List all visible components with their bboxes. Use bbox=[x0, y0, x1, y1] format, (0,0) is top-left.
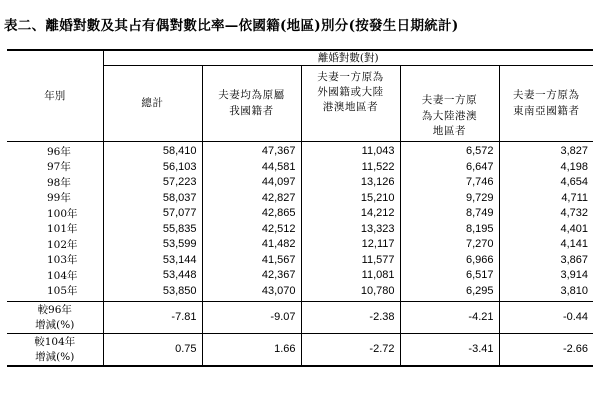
value-cell-southeast-asia-spouse: 3,810 bbox=[499, 284, 593, 302]
change-label-line2: 增減(%) bbox=[35, 318, 75, 331]
value-cell-foreign-spouse: 13,126 bbox=[301, 175, 400, 191]
value-cell-total: 58,410 bbox=[103, 142, 202, 160]
value-cell-mainland-spouse: 7,270 bbox=[400, 237, 499, 253]
value-cell-both-native: 43,070 bbox=[202, 284, 301, 302]
value-cell-southeast-asia-spouse: 4,401 bbox=[560, 222, 589, 235]
change-cell-southeast-asia-spouse: -2.66 bbox=[499, 334, 593, 367]
year-cell: 100年 bbox=[7, 206, 103, 222]
value-cell-mainland-spouse: 8,195 bbox=[400, 222, 499, 238]
value-cell-total: 53,599 bbox=[103, 237, 202, 253]
change-cell-foreign-spouse: -2.72 bbox=[301, 334, 400, 367]
year-cell: 98年 bbox=[7, 175, 103, 191]
value-cell-mainland-spouse: 6,517 bbox=[400, 268, 499, 284]
divorce-stats-table bbox=[7, 49, 593, 367]
value-cell-both-native: 41,482 bbox=[202, 237, 301, 253]
value-cell-mainland-spouse: 6,966 bbox=[400, 253, 499, 269]
change-cell-both-native: -9.07 bbox=[202, 302, 301, 334]
table-row bbox=[7, 175, 593, 191]
column-header-total: 總計 bbox=[103, 66, 202, 142]
table-row bbox=[7, 222, 593, 238]
change-cell-both-native: 1.66 bbox=[202, 334, 301, 367]
value-cell-both-native: 42,367 bbox=[202, 268, 301, 284]
column-header-foreign-spouse: 夫妻一方原為 外國籍或大陸 港澳地區者 bbox=[301, 66, 400, 142]
value-cell-foreign-spouse: 11,043 bbox=[301, 142, 400, 160]
value-cell-foreign-spouse: 12,117 bbox=[301, 237, 400, 253]
table-row bbox=[7, 206, 593, 222]
change-cell-foreign-spouse: -2.38 bbox=[301, 302, 400, 334]
year-cell: 97年 bbox=[7, 160, 103, 176]
year-cell: 101年 bbox=[7, 222, 103, 238]
value-cell-both-native: 42,512 bbox=[202, 222, 301, 238]
value-cell-foreign-spouse: 15,210 bbox=[301, 191, 400, 207]
change-cell-mainland-spouse: -4.21 bbox=[400, 302, 499, 334]
year-cell: 102年 bbox=[7, 237, 103, 253]
change-cell-mainland-spouse: -3.41 bbox=[400, 334, 499, 367]
table-row bbox=[7, 284, 593, 302]
value-cell-mainland-spouse: 7,746 bbox=[400, 175, 499, 191]
value-cell-southeast-asia-spouse: 4,141 bbox=[560, 238, 589, 251]
table-row bbox=[7, 191, 593, 207]
value-cell-total: 57,077 bbox=[103, 206, 202, 222]
year-cell: 104年 bbox=[7, 268, 103, 284]
table-row bbox=[7, 268, 593, 284]
value-cell-mainland-spouse: 6,572 bbox=[400, 142, 499, 160]
value-cell-both-native: 47,367 bbox=[202, 142, 301, 160]
column-header-both-native: 夫妻均為原屬 我國籍者 bbox=[202, 66, 301, 142]
value-cell-mainland-spouse: 8,749 bbox=[400, 206, 499, 222]
page-title: 表二、離婚對數及其占有偶對數比率—依國籍(地區)別分(按發生日期統計) bbox=[4, 18, 459, 34]
year-column-header: 年別 bbox=[7, 50, 103, 142]
value-cell-mainland-spouse: 9,729 bbox=[400, 191, 499, 207]
value-cell-both-native: 44,097 bbox=[202, 175, 301, 191]
value-cell-total: 58,037 bbox=[103, 191, 202, 207]
value-cell-total: 55,835 bbox=[103, 222, 202, 238]
value-cell-total: 53,850 bbox=[103, 284, 202, 302]
value-cell-total: 53,448 bbox=[103, 268, 202, 284]
value-cell-both-native: 44,581 bbox=[202, 160, 301, 176]
value-cell-both-native: 42,865 bbox=[202, 206, 301, 222]
year-cell: 96年 bbox=[7, 142, 103, 160]
value-cell-foreign-spouse: 11,522 bbox=[301, 160, 400, 176]
year-cell: 103年 bbox=[7, 253, 103, 269]
value-cell-southeast-asia-spouse: 4,198 bbox=[560, 160, 589, 173]
value-cell-mainland-spouse: 6,647 bbox=[400, 160, 499, 176]
change-label-line1: 較96年 bbox=[37, 304, 72, 317]
value-cell-foreign-spouse: 13,323 bbox=[301, 222, 400, 238]
change-label-cell bbox=[7, 334, 103, 367]
change-cell-total: -7.81 bbox=[103, 302, 202, 334]
value-cell-foreign-spouse: 10,780 bbox=[301, 284, 400, 302]
change-cell-total: 0.75 bbox=[103, 334, 202, 367]
divorce-count-group-header: 離婚對數(對) bbox=[103, 50, 593, 66]
change-row bbox=[7, 302, 593, 334]
value-cell-foreign-spouse: 14,212 bbox=[301, 206, 400, 222]
value-cell-southeast-asia-spouse: 4,711 bbox=[561, 191, 589, 204]
table-row bbox=[7, 160, 593, 176]
table-row bbox=[7, 142, 593, 160]
table-row bbox=[7, 237, 593, 253]
value-cell-southeast-asia-spouse: 3,827 bbox=[560, 145, 589, 158]
value-cell-total: 56,103 bbox=[103, 160, 202, 176]
table-row bbox=[7, 253, 593, 269]
year-cell: 105年 bbox=[7, 284, 103, 302]
change-label-line1: 較104年 bbox=[34, 336, 76, 349]
value-cell-total: 57,223 bbox=[103, 175, 202, 191]
value-cell-mainland-spouse: 6,295 bbox=[400, 284, 499, 302]
change-cell-southeast-asia-spouse: -0.44 bbox=[499, 302, 593, 334]
column-header-southeast-asia-spouse: 夫妻一方原為 東南亞國籍者 bbox=[499, 66, 593, 142]
change-label-cell bbox=[7, 302, 103, 334]
value-cell-both-native: 42,827 bbox=[202, 191, 301, 207]
value-cell-southeast-asia-spouse: 4,654 bbox=[560, 176, 589, 189]
change-row bbox=[7, 334, 593, 367]
value-cell-southeast-asia-spouse: 3,867 bbox=[560, 253, 589, 266]
change-label-line2: 增減(%) bbox=[35, 350, 75, 363]
value-cell-southeast-asia-spouse: 3,914 bbox=[560, 269, 589, 282]
value-cell-southeast-asia-spouse: 4,732 bbox=[560, 207, 589, 220]
value-cell-foreign-spouse: 11,081 bbox=[301, 268, 400, 284]
column-header-mainland-spouse: 夫妻一方原 為大陸港澳 地區者 bbox=[400, 66, 499, 142]
value-cell-total: 53,144 bbox=[103, 253, 202, 269]
value-cell-foreign-spouse: 11,577 bbox=[301, 253, 400, 269]
value-cell-both-native: 41,567 bbox=[202, 253, 301, 269]
year-cell: 99年 bbox=[7, 191, 103, 207]
